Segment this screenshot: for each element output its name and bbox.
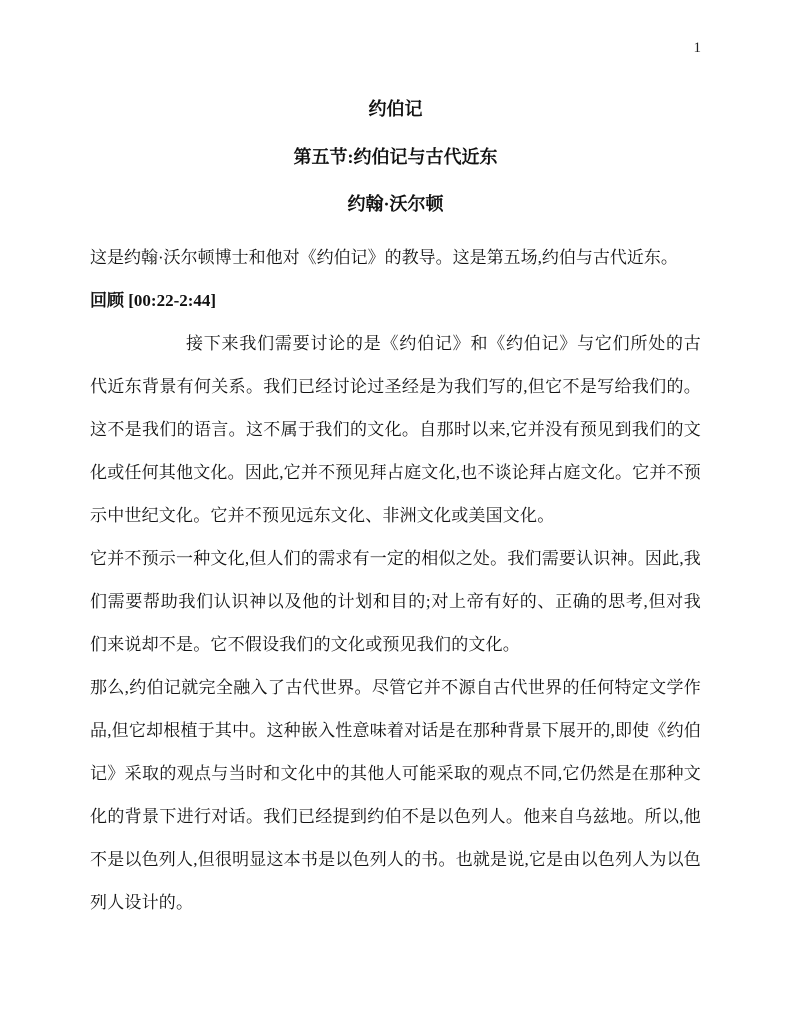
body-paragraph-1: 接下来我们需要讨论的是《约伯记》和《约伯记》与它们所处的古代近东背景有何关系。我们已经讨论过圣经是为我们写的,但它不是写给我们的。这不是我们的语言。这不属于我们的文化。自那时以来,它并没有预见到我们的文化或任何其他文化。因此,它并不预见拜占庭文化,也不谈论拜占庭文化。它并不预示中世纪文化。它并不预见远东文化、非洲文化或美国文化。 [90, 334, 701, 525]
body-paragraph-2: 它并不预示一种文化,但人们的需求有一定的相似之处。我们需要认识神。因此,我们需要帮助我们认识神以及他的计划和目的;对上帝有好的、正确的思考,但对我们来说却不是。它不假设我们的文化或预见我们的文化。 [90, 549, 701, 654]
intro-paragraph: 这是约翰·沃尔顿博士和他对《约伯记》的教导。这是第五场,约伯与古代近东。 [90, 248, 678, 267]
page-number: 1 [693, 40, 701, 56]
section-heading: 回顾 [00:22-2:44] [90, 291, 217, 310]
document-subtitle: 第五节:约伯记与古代近东 [293, 147, 498, 167]
document-author: 约翰·沃尔顿 [347, 194, 444, 214]
body-paragraph-3: 那么,约伯记就完全融入了古代世界。尽管它并不源自古代世界的任何特定文学作品,但它却根植于其中。这种嵌入性意味着对话是在那种背景下展开的,即使《约伯记》采取的观点与当时和文化中的其他人可能采取的观点不同,它仍然是在那种文化的背景下进行对话。我们已经提到约伯不是以色列人。他来自乌兹地。所以,他不是以色列人,但很明显这本书是以色列人的书。也就是说,它是由以色列人为以色列人设计的。 [90, 678, 701, 912]
document-title: 约伯记 [368, 99, 423, 119]
title-block [90, 98, 701, 215]
